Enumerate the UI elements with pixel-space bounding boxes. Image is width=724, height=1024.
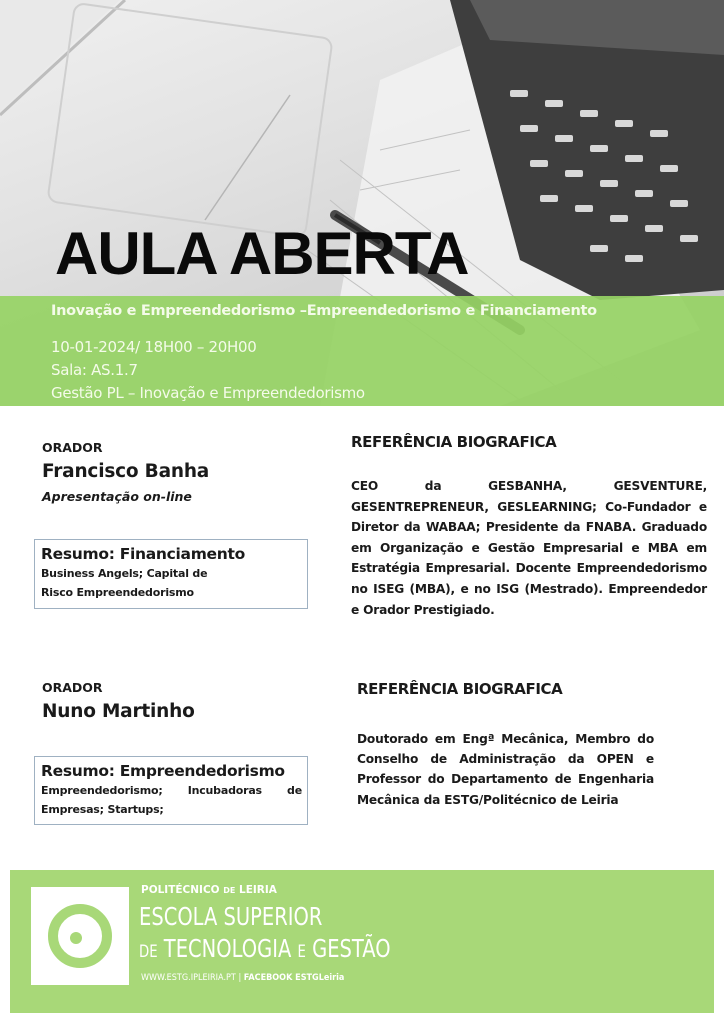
bio-text: CEO da GESBANHA, GESVENTURE, GESENTREPRENEUR, GESLEARNING; Co-Fundador e Diretor da WABAA; Presidente da FNABA. Graduado em Organização e Gestão Empresarial e MBA em Estratégia Empresarial. Docente Empreendedorismo no ISEG (MBA), e no ISG (Mestrado). Empreendedor e Orador Prestigiado.	[351, 479, 707, 617]
institution-de: DE	[223, 886, 236, 895]
school-name-line1: ESCOLA SUPERIOR	[139, 902, 323, 931]
bio-text: Doutorado em Engª Mecânica, Membro do Conselho de Administração da OPEN e Professor do Departamento de Engenharia Mecânica da ESTG/Politécnico de Leiria	[357, 732, 654, 807]
institution-city: LEIRIA	[239, 884, 277, 896]
footer-links	[141, 973, 344, 983]
summary-body: Business Angels; Capital de Risco Empreendedorismo	[41, 567, 208, 599]
estg-circle-logo-icon	[31, 887, 129, 985]
speaker-name: Francisco Banha	[42, 461, 210, 482]
school-e: E	[297, 942, 306, 962]
speaker-note: Apresentação on-line	[42, 489, 192, 504]
touchpad-line	[205, 95, 290, 220]
summary-title: Resumo: Empreendedorismo	[41, 762, 285, 780]
school-gestao: GESTÃO	[312, 934, 391, 963]
school-name-line2	[139, 936, 391, 961]
laptop-shape	[0, 0, 120, 110]
school-tecnologia: TECNOLOGIA	[163, 934, 292, 963]
logo-ring	[48, 904, 112, 968]
page-title: AULA ABERTA	[55, 220, 469, 287]
link-separator: |	[238, 973, 242, 983]
speaker-label: ORADOR	[42, 680, 103, 695]
bio-heading: REFERÊNCIA BIOGRAFICA	[357, 680, 563, 698]
bio-heading: REFERÊNCIA BIOGRAFICA	[351, 433, 557, 451]
institution-main: POLITÉCNICO	[141, 884, 220, 896]
event-room: Sala: AS.1.7	[51, 361, 138, 379]
event-subtitle: Inovação e Empreendedorismo –Empreendedorismo e Financiamento	[51, 303, 597, 319]
speaker-name: Nuno Martinho	[42, 701, 195, 722]
institution-name	[141, 884, 277, 896]
summary-body: Empreendedorismo; Incubadoras de Empresas; Startups;	[41, 784, 302, 816]
event-course: Gestão PL – Inovação e Empreendedorismo	[51, 384, 365, 402]
summary-box	[34, 539, 308, 609]
touchpad-outline	[47, 3, 332, 237]
footer-banner	[10, 870, 714, 1013]
website-link[interactable]: WWW.ESTG.IPLEIRIA.PT	[141, 973, 236, 983]
summary-title: Resumo: Financiamento	[41, 545, 245, 563]
header-photo	[0, 0, 724, 406]
speaker-label: ORADOR	[42, 440, 103, 455]
summary-box	[34, 756, 308, 825]
school-de: DE	[139, 942, 158, 962]
event-datetime: 10-01-2024/ 18H00 – 20H00	[51, 338, 257, 356]
logo-dot	[70, 932, 82, 944]
facebook-link[interactable]: FACEBOOK ESTGLeiria	[243, 973, 345, 983]
